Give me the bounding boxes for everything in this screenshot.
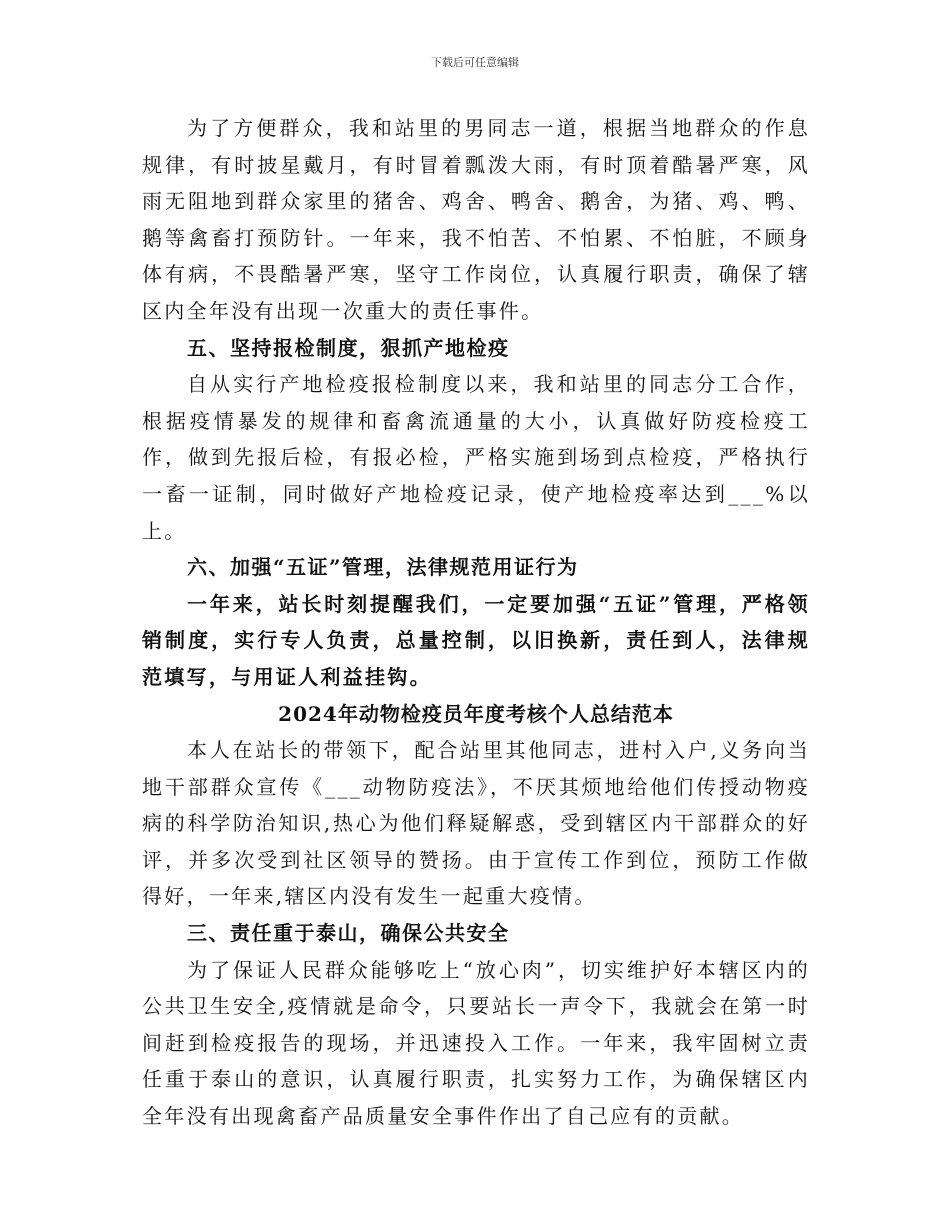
paragraph-certificate-management: 一年来，站长时刻提醒我们，一定要加强“五证”管理，严格领销制度，实行专人负责，总量控制，以旧换新，责任到人，法律规范填写，与用证人利益挂钩。 (142, 591, 810, 689)
page-header-note: 下载后可任意编辑 (431, 56, 519, 69)
document-body (142, 110, 810, 1135)
heading-section-6: 六、加强“五证”管理，法律规范用证行为 (187, 555, 579, 580)
paragraph-publicity: 本人在站长的带领下，配合站里其他同志，进村入户,义务向当地干部群众宣传《___动物防疫法》，不厌其烦地给他们传授动物疫病的科学防治知识,热心为他们释疑解惑，受到辖区内干部群众的好评，并多次受到社区领导的赞扬。由于宣传工作到位，预防工作做得好，一年来,辖区内没有发生一起重大疫情。 (142, 738, 810, 909)
heading-section-3: 三、责任重于泰山，确保公共安全 (187, 921, 510, 946)
paragraph-public-safety: 为了保证人民群众能够吃上“放心肉”，切实维护好本辖区内的公共卫生安全,疫情就是命令，只要站长一声令下，我就会在第一时间赶到检疫报告的现场，并迅速投入工作。一年来，我牢固树立责任重于泰山的意识，认真履行职责，扎实努力工作，为确保辖区内全年没有出现禽畜产品质量安全事件作出了自己应有的贡献。 (142, 957, 810, 1129)
heading-section-5: 五、坚持报检制度，狠抓产地检疫 (187, 335, 510, 360)
paragraph-origin-inspection: 自从实行产地检疫报检制度以来，我和站里的同志分工合作，根据疫情暴发的规律和畜禽流通量的大小，认真做好防疫检疫工作，做到先报后检，有报必检，严格实施到场到点检疫，严格执行一畜一证制，同时做好产地检疫记录，使产地检疫率达到___%以上。 (142, 372, 810, 543)
document-title: 2024年动物检疫员年度考核个人总结范本 (278, 701, 674, 726)
paragraph-service-community: 为了方便群众，我和站里的男同志一道，根据当地群众的作息规律，有时披星戴月，有时冒着瓢泼大雨，有时顶着酷暑严寒，风雨无阻地到群众家里的猪舍、鸡舍、鸭舍、鹅舍，为猪、鸡、鸭、鹅等禽畜打预防针。一年来，我不怕苦、不怕累、不怕脏，不顾身体有病，不畏酷暑严寒，坚守工作岗位，认真履行职责，确保了辖区内全年没有出现一次重大的责任事件。 (142, 116, 810, 323)
